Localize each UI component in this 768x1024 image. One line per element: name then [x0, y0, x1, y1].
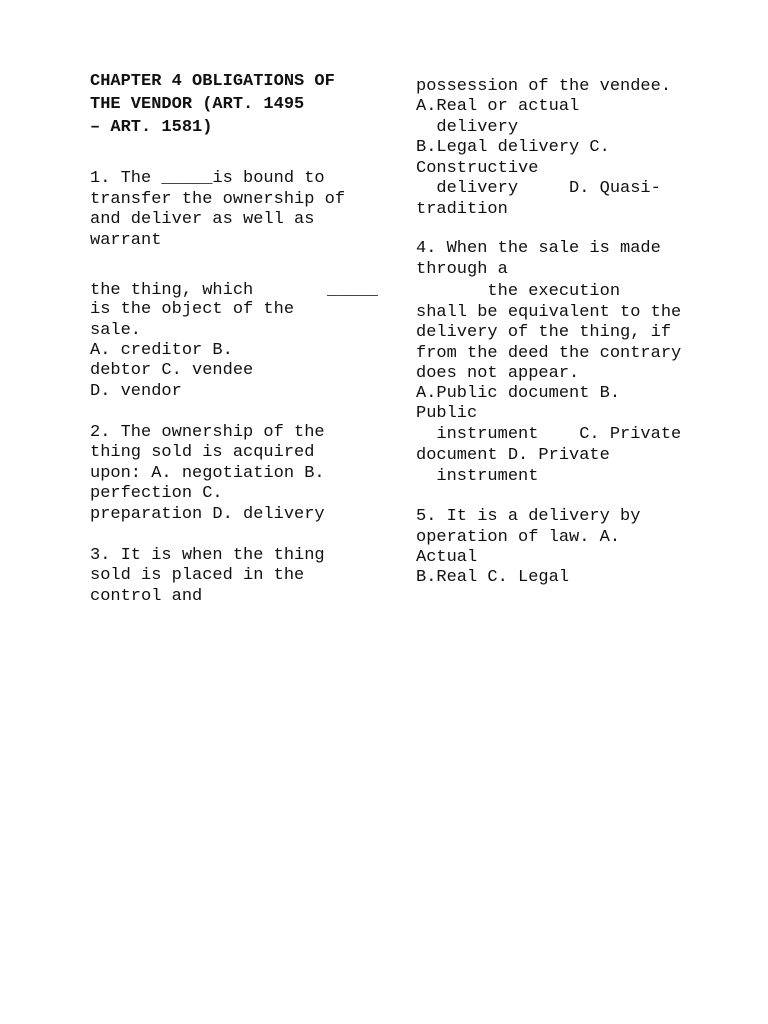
choice-line: delivery D. Quasi-	[416, 179, 661, 198]
question-line: sale.	[90, 321, 142, 340]
question-line: delivery of the thing, if	[416, 323, 672, 342]
question-line: from the deed the contrary	[416, 344, 682, 363]
question-line: 2. The ownership of the	[90, 423, 325, 442]
question-line: and deliver as well as	[90, 210, 315, 229]
question-line: sold is placed in the	[90, 566, 305, 585]
choice-line: preparation D. delivery	[90, 505, 325, 524]
question-line: 3. It is when the thing	[90, 546, 325, 565]
question-line: through a	[416, 260, 508, 279]
chapter-title-line: – ART. 1581)	[90, 118, 213, 137]
choice-line: perfection C.	[90, 484, 223, 503]
question-line: shall be equivalent to the	[416, 303, 682, 322]
choice-line: B.Real C. Legal	[416, 568, 570, 587]
question-line: possession of the vendee.	[416, 77, 672, 96]
choice-line: instrument C. Private	[416, 425, 682, 444]
choice-line: delivery	[416, 118, 519, 137]
question-line: the thing, which	[90, 281, 254, 300]
question-line: 1. The _____is bound to	[90, 169, 325, 188]
choice-line: tradition	[416, 200, 508, 219]
choice-line: D. vendor	[90, 382, 182, 401]
question-line: the execution	[416, 282, 621, 301]
choice-line: B.Legal delivery C.	[416, 138, 610, 157]
choice-line: A. creditor B.	[90, 341, 233, 360]
choice-line: A.Public document B.	[416, 384, 621, 403]
choice-line: Actual	[416, 548, 478, 567]
question-line: does not appear.	[416, 364, 580, 383]
choice-line: instrument	[416, 467, 539, 486]
question-line: thing sold is acquired	[90, 443, 315, 462]
question-line: is the object of the	[90, 300, 295, 319]
question-line: warrant	[90, 231, 162, 250]
choice-line: A.Real or actual	[416, 97, 580, 116]
answer-blank: _____	[327, 281, 379, 300]
choice-line: document D. Private	[416, 446, 610, 465]
question-line: control and	[90, 587, 203, 606]
question-line: upon: A. negotiation B.	[90, 464, 325, 483]
chapter-title-line: CHAPTER 4 OBLIGATIONS OF	[90, 72, 335, 91]
question-line: operation of law. A.	[416, 528, 621, 547]
choice-line: debtor C. vendee	[90, 361, 254, 380]
chapter-title-line: THE VENDOR (ART. 1495	[90, 95, 305, 114]
choice-line: Constructive	[416, 159, 539, 178]
choice-line: Public	[416, 404, 478, 423]
question-line: 5. It is a delivery by	[416, 507, 641, 526]
question-line: 4. When the sale is made	[416, 239, 661, 258]
question-line: transfer the ownership of	[90, 190, 346, 209]
